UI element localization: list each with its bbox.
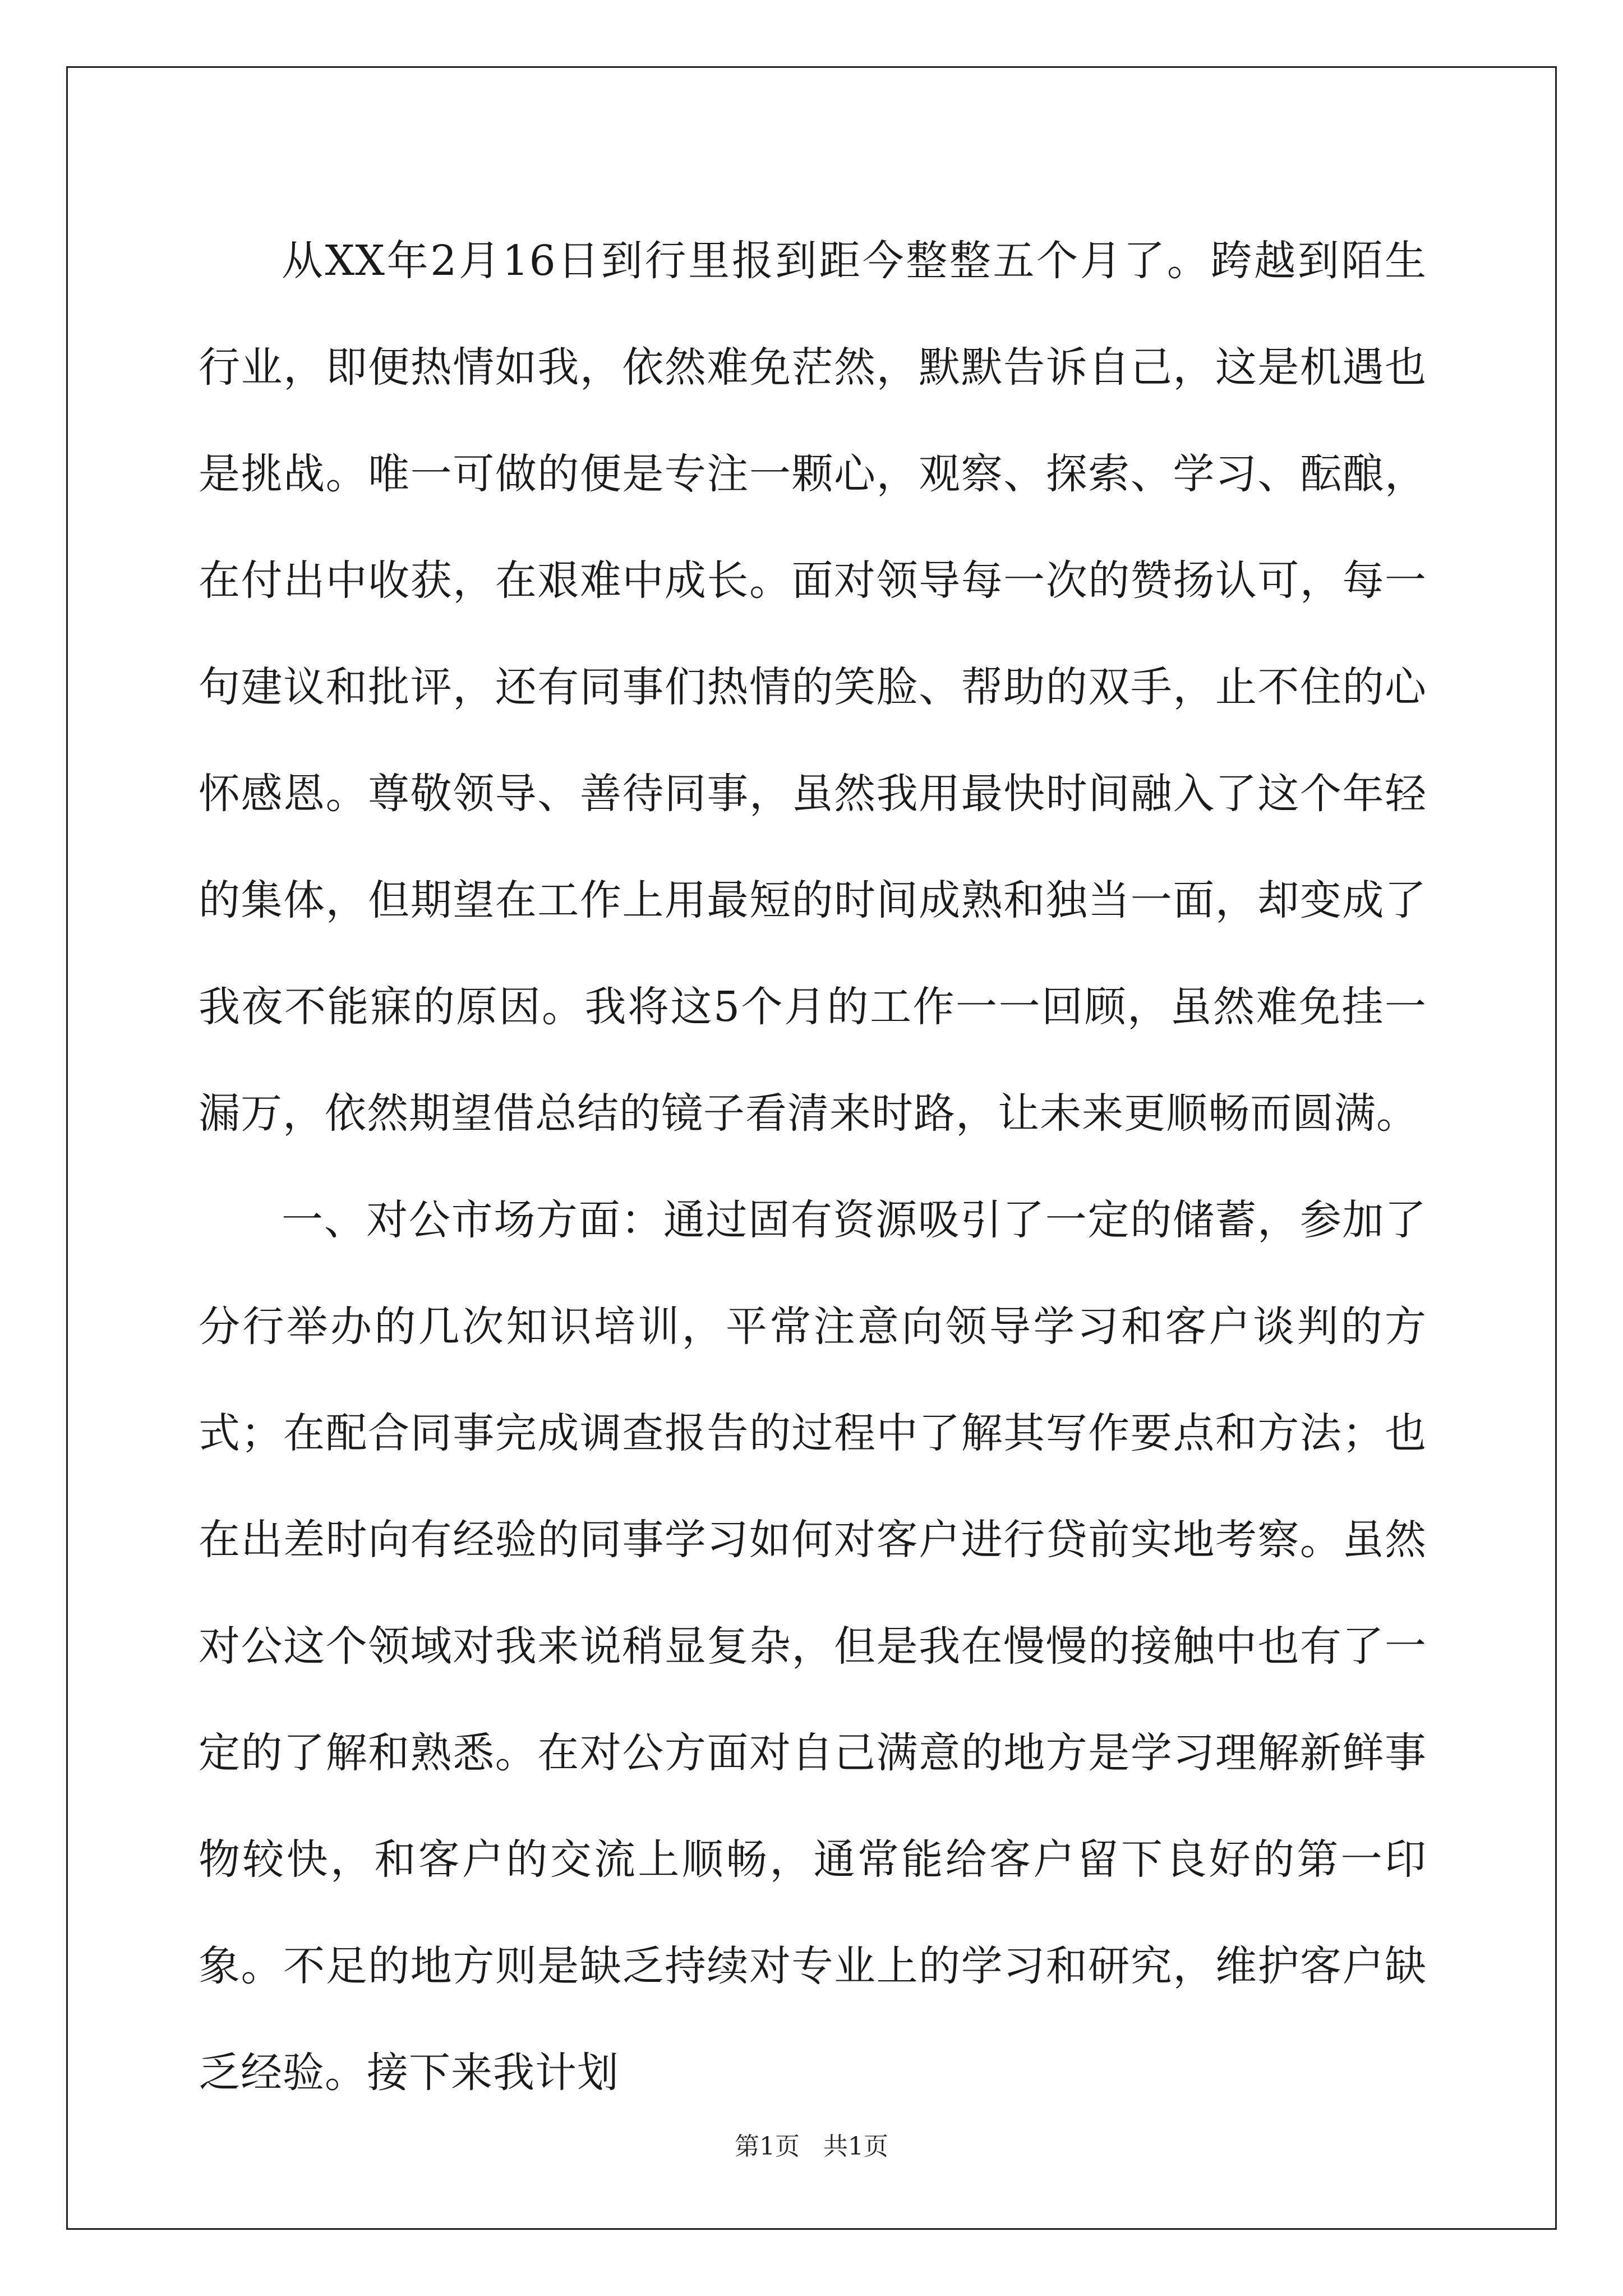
- page-footer: 第1页 共1页: [735, 2132, 888, 2161]
- paragraph-corporate-market: 一、对公市场方面：通过固有资源吸引了一定的储蓄，参加了分行举办的几次知识培训，平常注意向领导学习和客户谈判的方式；在配合同事完成调查报告的过程中了解其写作要点和方法；也在出差时向有经验的同事学习如何对客户进行贷前实地考察。虽然对公这个领域对我来说稍显复杂，但是我在慢慢的接触中也有了一定的了解和熟悉。在对公方面对自己满意的地方是学习理解新鲜事物较快，和客户的交流上顺畅，通常能给客户留下良好的第一印象。不足的地方则是缺乏持续对专业上的学习和研究，维护客户缺乏经验。接下来我计划: [199, 1196, 1427, 2097]
- paragraph-intro: 从XX年2月16日到行里报到距今整整五个月了。跨越到陌生行业，即便热情如我，依然难免茫然，默默告诉自己，这是机遇也是挑战。唯一可做的便是专注一颗心，观察、探索、学习、酝酿，在付出中收获，在艰难中成长。面对领导每一次的赞扬认可，每一句建议和批评，还有同事们热情的笑脸、帮助的双手，止不住的心怀感恩。尊敬领导、善待同事，虽然我用最快时间融入了这个年轻的集体，但期望在工作上用最短的时间成熟和独当一面，却变成了我夜不能寐的原因。我将这5个月的工作一一回顾，虽然难免挂一漏万，依然期望借总结的镜子看清来时路，让未来更顺畅而圆满。: [199, 237, 1427, 1138]
- document-body: [199, 208, 1427, 2126]
